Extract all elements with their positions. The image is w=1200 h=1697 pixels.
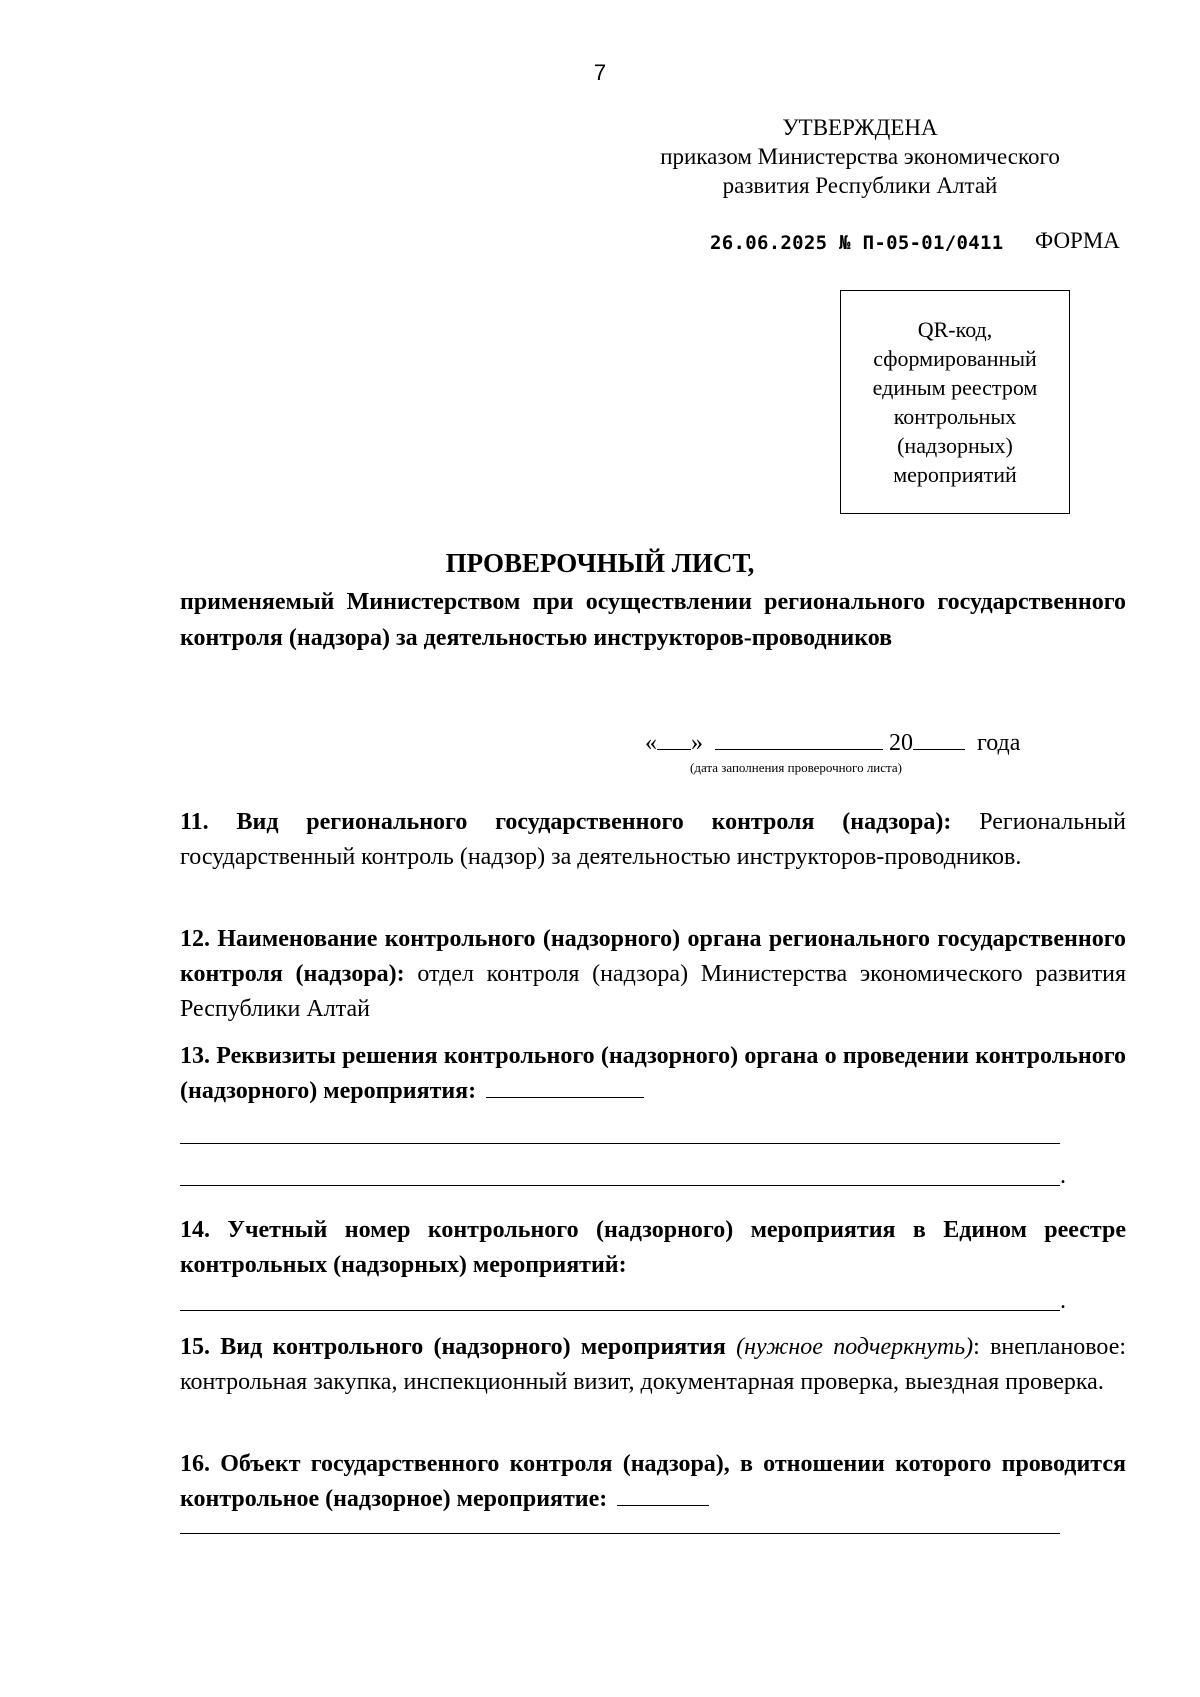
section-15-text: : внеплановое: контрольная закупка, инспекционный визит, документарная проверка, выездная проверка.	[180, 1334, 1127, 1395]
section-13-heading: 13. Реквизиты решения контрольного (надзорного) органа о проведении контрольного (надзорного) мероприятия:	[180, 1043, 1126, 1104]
year-blank[interactable]	[913, 727, 965, 750]
form-label: ФОРМА	[1035, 228, 1120, 253]
qr-code-caption: QR-код, сформированный единым реестром контрольных (надзорных) мероприятий	[872, 317, 1038, 487]
year-word: года	[977, 730, 1021, 756]
approval-line-2: приказом Министерства экономического	[660, 144, 1060, 169]
fill-date-line	[645, 727, 1020, 757]
section-12	[180, 922, 1126, 1027]
close-quote: »	[691, 730, 703, 756]
section-12-heading: 12. Наименование контрольного (надзорного) органа регионального государственного контроля (надзора):	[180, 926, 1126, 987]
section-15	[180, 1330, 1126, 1400]
section-14-heading: 14. Учетный номер контрольного (надзорного) мероприятия в Едином реестре контрольных (надзорных) мероприятий:	[180, 1217, 1126, 1278]
approval-line-1: УТВЕРЖДЕНА	[782, 115, 938, 140]
date-caption: (дата заполнения проверочного листа)	[690, 760, 902, 775]
document-subtitle: применяемый Министерством при осуществлении регионального государственного контроля (надзора) за деятельностью инструкторов-проводников	[180, 589, 1126, 651]
section-13	[180, 1039, 1126, 1109]
section-13-blank-line-1[interactable]	[180, 1143, 1060, 1144]
section-16	[180, 1447, 1126, 1517]
section-11	[180, 805, 1126, 875]
document-title: ПРОВЕРОЧНЫЙ ЛИСТ,	[445, 548, 755, 578]
section-15-heading: 15. Вид контрольного (надзорного) мероприятия	[180, 1334, 726, 1360]
section-14-period: .	[1060, 1288, 1066, 1314]
section-16-inline-blank[interactable]	[617, 1483, 709, 1506]
month-blank[interactable]	[715, 727, 883, 750]
section-16-heading: 16. Объект государственного контроля (надзора), в отношении которого проводится контрольное (надзорное) мероприятие:	[180, 1451, 1126, 1512]
century-label: 20	[889, 730, 913, 756]
section-15-note: (нужное подчеркнуть)	[736, 1334, 974, 1360]
section-13-inline-blank[interactable]	[486, 1075, 644, 1098]
page-number: 7	[593, 60, 607, 85]
section-12-text: отдел контроля (надзора) Министерства экономического развития Республики Алтай	[180, 961, 1126, 1022]
qr-code-placeholder	[840, 290, 1070, 514]
section-11-text: Региональный государственный контроль (надзор) за деятельностью инструкторов-проводников.	[180, 809, 1126, 870]
approval-line-3: развития Республики Алтай	[722, 173, 998, 198]
open-quote: «	[645, 730, 657, 756]
section-16-blank-line[interactable]	[180, 1533, 1060, 1534]
day-blank[interactable]	[657, 727, 691, 750]
section-13-blank-line-2[interactable]	[180, 1185, 1060, 1186]
document-reference: 26.06.2025 № П-05-01/0411	[710, 232, 1004, 254]
section-14	[180, 1213, 1126, 1283]
section-14-blank-line[interactable]	[180, 1310, 1060, 1311]
section-13-period: .	[1060, 1163, 1066, 1189]
approval-block	[640, 113, 1080, 200]
section-11-heading: 11. Вид регионального государственного контроля (надзора):	[180, 809, 952, 835]
